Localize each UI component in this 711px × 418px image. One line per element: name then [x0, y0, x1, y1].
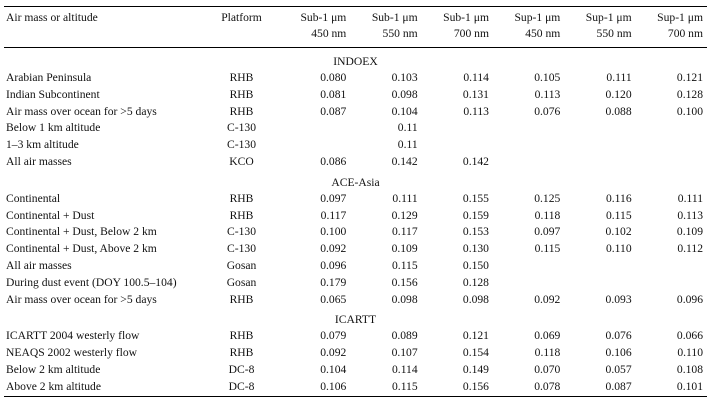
air-mass-cell: 1–3 km altitude [6, 138, 79, 152]
value-cell: 0.115 [392, 258, 418, 272]
header-col-top: Sub-1 μm [371, 11, 418, 24]
value-cell [422, 137, 493, 154]
table-row [4, 191, 707, 208]
header-col-top: Sup-1 μm [657, 11, 703, 24]
value-cell: 0.092 [534, 292, 561, 306]
value-cell: 0.117 [320, 208, 347, 222]
air-mass-cell: Below 2 km altitude [6, 362, 101, 376]
air-mass-cell: All air masses [6, 258, 72, 272]
value-cell [636, 137, 707, 154]
platform-cell: RHB [229, 104, 254, 118]
table-row [4, 104, 707, 121]
air-mass-cell: Continental [6, 191, 61, 205]
table-row [4, 87, 707, 104]
value-cell [279, 120, 350, 137]
air-mass-cell: Continental + Dust [6, 208, 95, 222]
section-header-row [4, 48, 707, 71]
value-cell [279, 137, 350, 154]
value-cell: 0.078 [493, 379, 564, 396]
header-col-top: Sub-1 μm [300, 11, 347, 24]
table-row [4, 70, 707, 87]
header-col-wavelength: 700 nm [667, 27, 703, 40]
section-header-row [4, 308, 707, 328]
value-cell: 0.070 [534, 362, 561, 376]
value-cell: 0.092 [320, 242, 347, 256]
value-cell [493, 275, 564, 292]
platform-cell: C-130 [227, 121, 256, 135]
air-mass-cell: Continental + Dust, Above 2 km [6, 242, 157, 256]
value-cell [636, 120, 707, 137]
value-cell: 0.101 [636, 379, 707, 396]
value-cell: 0.153 [462, 225, 489, 239]
platform-cell: RHB [229, 329, 254, 343]
value-cell [493, 258, 564, 275]
value-cell: 0.113 [677, 208, 703, 222]
value-cell: 0.117 [392, 225, 418, 239]
value-cell: 0.155 [462, 191, 489, 205]
value-cell [564, 120, 635, 137]
air-mass-cell: Air mass over ocean for >5 days [6, 104, 157, 118]
value-cell: 0.131 [462, 87, 489, 101]
value-cell [422, 120, 493, 137]
value-cell: 0.106 [605, 346, 632, 360]
table-row [4, 208, 707, 225]
value-cell: 0.092 [320, 346, 347, 360]
value-cell: 0.081 [320, 87, 347, 101]
value-cell: 0.115 [350, 379, 421, 396]
value-cell: 0.111 [392, 191, 418, 205]
platform-cell: DC-8 [228, 362, 255, 376]
value-cell: 0.11 [397, 138, 418, 152]
section-header-row [4, 171, 707, 191]
value-cell: 0.115 [605, 208, 632, 222]
platform-cell: KCO [229, 154, 254, 168]
value-cell: 0.106 [279, 379, 350, 396]
header-air-mass: Air mass or altitude [6, 11, 98, 24]
value-cell: 0.108 [676, 362, 703, 376]
value-cell: 0.115 [534, 242, 561, 256]
value-cell: 0.097 [320, 191, 347, 205]
table-row [4, 241, 707, 258]
value-cell: 0.103 [391, 71, 418, 84]
value-cell: 0.087 [564, 379, 635, 396]
platform-cell: C-130 [227, 225, 256, 239]
value-cell [636, 154, 707, 171]
value-cell: 0.121 [462, 329, 489, 343]
table-row [4, 137, 707, 154]
platform-cell: Gosan [226, 275, 257, 289]
value-cell: 0.087 [320, 104, 347, 118]
value-cell: 0.121 [676, 71, 703, 84]
value-cell: 0.097 [534, 225, 561, 239]
air-mass-cell: Arabian Peninsula [6, 71, 92, 84]
value-cell: 0.109 [676, 225, 703, 239]
value-cell [564, 154, 635, 171]
value-cell: 0.104 [391, 104, 418, 118]
value-cell: 0.079 [320, 329, 347, 343]
platform-cell: RHB [229, 346, 254, 360]
value-cell: 0.142 [391, 154, 418, 168]
platform-cell: RHB [229, 191, 254, 205]
section-title: ACE-Asia [331, 175, 380, 189]
table-row [4, 328, 707, 345]
value-cell: 0.098 [391, 292, 418, 306]
platform-cell: Gosan [226, 258, 257, 272]
value-cell: 0.076 [605, 329, 632, 343]
value-cell [636, 258, 707, 275]
value-cell: 0.076 [534, 104, 561, 118]
value-cell: 0.110 [605, 242, 632, 256]
platform-cell: C-130 [227, 138, 256, 152]
value-cell: 0.093 [605, 292, 632, 306]
value-cell: 0.154 [462, 346, 489, 360]
value-cell [493, 154, 564, 171]
value-cell [493, 137, 564, 154]
platform-cell: RHB [229, 87, 254, 101]
value-cell: 0.066 [676, 329, 703, 343]
value-cell: 0.150 [462, 258, 489, 272]
section-title: INDOEX [333, 55, 378, 68]
value-cell: 0.100 [320, 225, 347, 239]
value-cell: 0.113 [534, 87, 561, 101]
value-cell: 0.096 [320, 258, 347, 272]
value-cell: 0.11 [397, 121, 418, 135]
table-row [4, 275, 707, 292]
value-cell: 0.116 [605, 191, 632, 205]
air-mass-cell: All air masses [6, 154, 72, 168]
platform-cell: C-130 [227, 242, 256, 256]
value-cell: 0.111 [606, 71, 632, 84]
value-cell: 0.120 [605, 87, 632, 101]
header-col-wavelength: 700 nm [453, 27, 489, 40]
value-cell: 0.086 [320, 154, 347, 168]
value-cell: 0.112 [677, 242, 703, 256]
value-cell: 0.109 [391, 242, 418, 256]
air-mass-cell: During dust event (DOY 100.5–104) [6, 275, 177, 289]
value-cell: 0.113 [463, 104, 489, 118]
value-cell [636, 275, 707, 292]
value-cell: 0.118 [534, 346, 561, 360]
value-cell: 0.111 [677, 191, 703, 205]
value-cell: 0.100 [676, 104, 703, 118]
value-cell: 0.088 [605, 104, 632, 118]
value-cell: 0.114 [392, 362, 418, 376]
header-platform: Platform [221, 11, 262, 24]
air-mass-cell: Indian Subcontinent [6, 87, 100, 101]
table-body [4, 48, 707, 397]
platform-cell: RHB [229, 292, 254, 306]
platform-cell: RHB [229, 71, 254, 84]
data-table [4, 6, 707, 397]
air-mass-cell: Above 2 km altitude [4, 379, 204, 396]
value-cell: 0.105 [534, 71, 561, 84]
header-col-top: Sub-1 μm [443, 11, 489, 24]
air-mass-cell: NEAQS 2002 westerly flow [6, 346, 138, 360]
value-cell: 0.098 [391, 87, 418, 101]
section-title: ICARTT [334, 313, 377, 327]
table-row [4, 379, 707, 396]
value-cell [564, 258, 635, 275]
value-cell: 0.114 [463, 71, 489, 84]
air-mass-cell: Below 1 km altitude [6, 121, 101, 135]
value-cell: 0.102 [605, 225, 632, 239]
value-cell [493, 120, 564, 137]
value-cell: 0.156 [422, 379, 493, 396]
value-cell: 0.125 [534, 191, 561, 205]
value-cell: 0.149 [462, 362, 489, 376]
value-cell: 0.089 [391, 329, 418, 343]
platform-cell: DC-8 [204, 379, 279, 396]
value-cell: 0.118 [534, 208, 561, 222]
value-cell [564, 137, 635, 154]
table-row [4, 224, 707, 241]
table-row [4, 292, 707, 309]
value-cell: 0.065 [320, 292, 347, 306]
value-cell: 0.096 [676, 292, 703, 306]
value-cell [564, 275, 635, 292]
value-cell: 0.159 [462, 208, 489, 222]
value-cell: 0.128 [676, 87, 703, 101]
air-mass-cell: Air mass over ocean for >5 days [6, 292, 157, 306]
table-row [4, 362, 707, 379]
table-row [4, 345, 707, 362]
value-cell: 0.142 [462, 154, 489, 168]
header-col-wavelength: 450 nm [525, 27, 561, 40]
header-col-wavelength: 450 nm [311, 27, 347, 40]
value-cell: 0.107 [391, 346, 418, 360]
value-cell: 0.104 [320, 362, 347, 376]
platform-cell: RHB [229, 208, 254, 222]
value-cell: 0.128 [462, 275, 489, 289]
value-cell: 0.110 [677, 346, 703, 360]
value-cell: 0.069 [534, 329, 561, 343]
table-row [4, 120, 707, 137]
header-col-top: Sup-1 μm [585, 11, 632, 24]
value-cell: 0.130 [462, 242, 489, 256]
value-cell: 0.156 [391, 275, 418, 289]
table-header [4, 7, 707, 48]
header-col-wavelength: 550 nm [596, 27, 632, 40]
value-cell: 0.129 [391, 208, 418, 222]
header-col-top: Sup-1 μm [514, 11, 561, 24]
air-mass-cell: ICARTT 2004 westerly flow [6, 329, 140, 343]
table-row [4, 154, 707, 171]
value-cell: 0.179 [320, 275, 347, 289]
header-col-wavelength: 550 nm [382, 27, 418, 40]
table-row [4, 258, 707, 275]
value-cell: 0.080 [320, 71, 347, 84]
value-cell: 0.057 [605, 362, 632, 376]
value-cell: 0.098 [462, 292, 489, 306]
air-mass-cell: Continental + Dust, Below 2 km [6, 225, 157, 239]
